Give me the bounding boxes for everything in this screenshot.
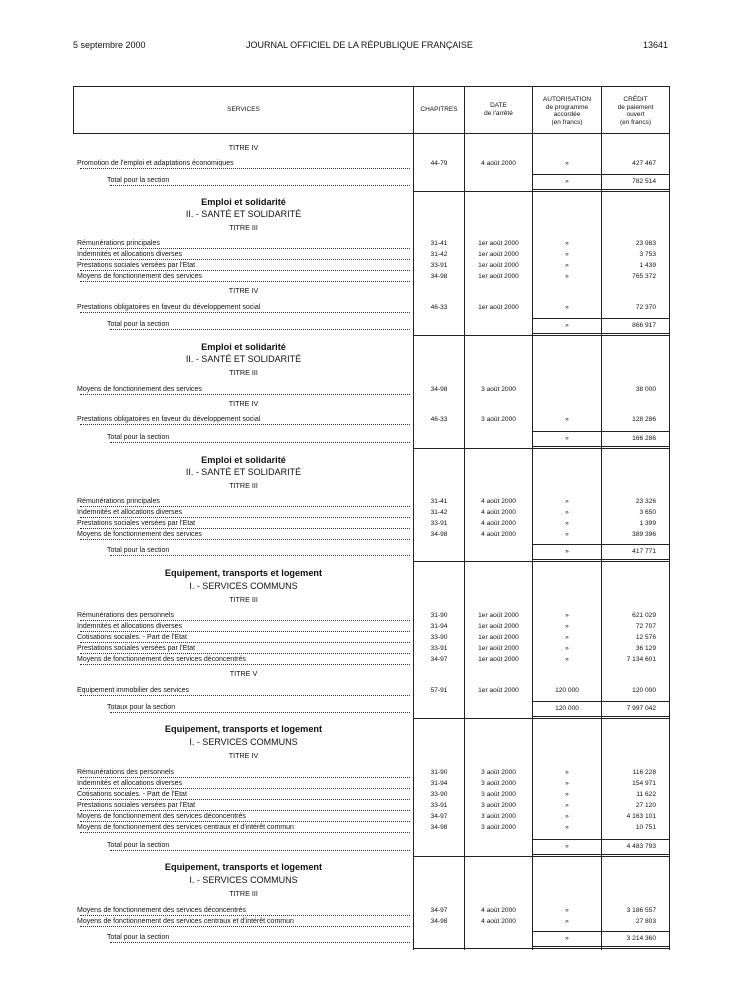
- row-date: 1er août 2000: [478, 304, 519, 311]
- row-credit: 1 399: [639, 520, 656, 527]
- total-autorisation: »: [565, 435, 569, 442]
- leader-dots: [80, 506, 410, 507]
- section-heading: I. - SERVICES COMMUNS: [189, 737, 298, 747]
- section-separator: [413, 718, 532, 719]
- section-heading: I. - SERVICES COMMUNS: [189, 875, 298, 885]
- row-date: 3 août 2000: [481, 386, 516, 393]
- section-heading: II. - SANTÉ ET SOLIDARITÉ: [185, 354, 302, 364]
- row-credit: 27 120: [635, 802, 656, 809]
- col-header-date: DATE de l'arrêté: [484, 102, 513, 117]
- total-rule: [532, 559, 669, 560]
- row-label: Prestations sociales versées par l'Etat: [77, 520, 196, 527]
- total-credit: 866 917: [632, 322, 656, 329]
- row-label: Prestations sociales versées par l'Etat: [77, 802, 196, 809]
- leader-dots: [110, 942, 410, 943]
- section-total-label: Total pour la section: [107, 434, 170, 441]
- total-rule: [532, 561, 669, 562]
- total-rule: [532, 701, 669, 702]
- row-date: 3 août 2000: [481, 802, 516, 809]
- row-chapitre: 31-42: [430, 251, 448, 258]
- row-credit: 12 576: [635, 634, 656, 641]
- row-chapitre: 34-98: [430, 918, 448, 925]
- total-rule: [532, 544, 669, 545]
- row-chapitre: 33-91: [430, 520, 448, 527]
- section-total-label: Totaux pour la section: [107, 704, 176, 711]
- row-autorisation: »: [565, 509, 569, 516]
- leader-dots: [80, 312, 410, 313]
- row-label: Equipement immobilier des services: [77, 687, 190, 694]
- row-credit: 7 134 601: [626, 656, 656, 663]
- leader-dots: [80, 810, 410, 811]
- col-header-chapitres: CHAPITRES: [420, 106, 458, 113]
- row-date: 1er août 2000: [478, 251, 519, 258]
- total-credit: 166 286: [632, 435, 656, 442]
- row-credit: 72 707: [635, 623, 656, 630]
- row-date: 1er août 2000: [478, 612, 519, 619]
- row-credit: 120 000: [632, 687, 656, 694]
- section-separator: [413, 448, 532, 449]
- total-credit: 7 997 042: [626, 705, 656, 712]
- row-autorisation: »: [565, 498, 569, 505]
- row-chapitre: 31-41: [430, 498, 448, 505]
- leader-dots: [80, 528, 410, 529]
- row-autorisation: »: [565, 520, 569, 527]
- row-credit: 3 753: [639, 251, 656, 258]
- row-chapitre: 34-97: [430, 656, 448, 663]
- row-date: 1er août 2000: [478, 273, 519, 280]
- row-label: Moyens de fonctionnement des services centraux et d'intérêt commun: [77, 918, 294, 925]
- section-heading: Emploi et solidarité: [201, 455, 286, 465]
- total-rule: [532, 191, 669, 192]
- row-credit: 154 971: [632, 780, 656, 787]
- section-heading: Emploi et solidarité: [201, 342, 286, 352]
- page-number: 13641: [643, 40, 669, 50]
- section-heading: TITRE III: [229, 368, 258, 377]
- row-date: 4 août 2000: [481, 520, 516, 527]
- row-chapitre: 34-98: [430, 531, 448, 538]
- row-label: Prestations obligatoires en faveur du développement social: [77, 304, 261, 311]
- row-autorisation: »: [565, 160, 569, 167]
- row-autorisation: »: [565, 645, 569, 652]
- leader-dots: [110, 185, 410, 186]
- leader-dots: [80, 653, 410, 654]
- total-autorisation: »: [565, 843, 569, 850]
- total-rule: [532, 948, 669, 949]
- section-total-label: Total pour la section: [107, 177, 170, 184]
- leader-dots: [80, 281, 410, 282]
- row-label: Moyens de fonctionnement des services déconcentrés: [77, 656, 246, 663]
- row-label: Rémunérations principales: [77, 498, 160, 505]
- row-chapitre: 34-97: [430, 907, 448, 914]
- row-autorisation: »: [565, 304, 569, 311]
- row-autorisation: »: [565, 623, 569, 630]
- leader-dots: [80, 517, 410, 518]
- row-chapitre: 46-33: [430, 304, 448, 311]
- row-date: 4 août 2000: [481, 160, 516, 167]
- row-credit: 4 163 101: [626, 813, 656, 820]
- leader-dots: [80, 248, 410, 249]
- row-chapitre: 33-91: [430, 802, 448, 809]
- row-label: Moyens de fonctionnement des services centraux et d'intérêt commun: [77, 824, 294, 831]
- row-chapitre: 33-90: [430, 634, 448, 641]
- leader-dots: [80, 799, 410, 800]
- leader-dots: [80, 259, 410, 260]
- leader-dots: [80, 631, 410, 632]
- leader-dots: [80, 394, 410, 395]
- section-heading: TITRE III: [229, 223, 258, 232]
- total-credit: 417 771: [632, 548, 656, 555]
- total-autorisation: 120 000: [555, 705, 579, 712]
- total-rule: [532, 856, 669, 857]
- row-autorisation: »: [565, 656, 569, 663]
- leader-dots: [80, 695, 410, 696]
- row-credit: 23 983: [635, 240, 656, 247]
- row-credit: 3 186 557: [626, 907, 656, 914]
- col-header-services: SERVICES: [227, 106, 260, 113]
- total-rule: [532, 189, 669, 190]
- section-total-label: Total pour la section: [107, 842, 170, 849]
- row-chapitre: 33-91: [430, 262, 448, 269]
- row-date: 1er août 2000: [478, 240, 519, 247]
- total-rule: [532, 335, 669, 336]
- section-heading: I. - SERVICES COMMUNS: [189, 581, 298, 591]
- leader-dots: [110, 329, 410, 330]
- row-autorisation: »: [565, 240, 569, 247]
- section-heading: Equipement, transports et logement: [164, 724, 323, 734]
- row-date: 4 août 2000: [481, 531, 516, 538]
- row-credit: 36 129: [635, 645, 656, 652]
- row-label: Rémunérations des personnels: [77, 612, 174, 619]
- row-chapitre: 33-90: [430, 791, 448, 798]
- total-rule: [532, 839, 669, 840]
- row-label: Moyens de fonctionnement des services: [77, 386, 202, 393]
- row-autorisation: »: [565, 791, 569, 798]
- leader-dots: [80, 664, 410, 665]
- section-heading: Equipement, transports et logement: [164, 862, 323, 872]
- leader-dots: [110, 712, 410, 713]
- row-label: Promotion de l'emploi et adaptations économiques: [77, 160, 234, 167]
- row-date: 1er août 2000: [478, 623, 519, 630]
- total-rule: [532, 854, 669, 855]
- row-autorisation: »: [565, 813, 569, 820]
- total-rule: [532, 333, 669, 334]
- row-credit: 116 228: [632, 769, 656, 776]
- row-credit: 38 000: [635, 386, 656, 393]
- row-label: Moyens de fonctionnement des services: [77, 531, 202, 538]
- row-chapitre: 34-98: [430, 386, 448, 393]
- section-heading: TITRE IV: [228, 399, 259, 408]
- leader-dots: [80, 270, 410, 271]
- section-heading: TITRE III: [229, 481, 258, 490]
- row-credit: 23 326: [635, 498, 656, 505]
- row-credit: 72 370: [635, 304, 656, 311]
- leader-dots: [80, 821, 410, 822]
- row-label: Indemnités et allocations diverses: [77, 251, 183, 258]
- section-total-label: Total pour la section: [107, 934, 170, 941]
- leader-dots: [80, 539, 410, 540]
- row-label: Moyens de fonctionnement des services déconcentrés: [77, 813, 246, 820]
- row-label: Indemnités et allocations diverses: [77, 780, 183, 787]
- row-date: 1er août 2000: [478, 687, 519, 694]
- total-rule: [532, 318, 669, 319]
- row-label: Rémunérations principales: [77, 240, 160, 247]
- row-date: 4 août 2000: [481, 498, 516, 505]
- leader-dots: [80, 915, 410, 916]
- section-separator: [413, 191, 532, 192]
- total-rule: [532, 446, 669, 447]
- row-chapitre: 57-91: [430, 687, 448, 694]
- row-chapitre: 31-41: [430, 240, 448, 247]
- total-rule: [532, 946, 669, 947]
- row-chapitre: 34-97: [430, 813, 448, 820]
- row-autorisation: »: [565, 262, 569, 269]
- section-separator: [413, 948, 532, 949]
- row-autorisation: »: [565, 824, 569, 831]
- section-total-label: Total pour la section: [107, 547, 170, 554]
- row-date: 3 août 2000: [481, 791, 516, 798]
- section-heading: Equipement, transports et logement: [164, 568, 323, 578]
- row-date: 4 août 2000: [481, 907, 516, 914]
- total-autorisation: »: [565, 935, 569, 942]
- leader-dots: [80, 642, 410, 643]
- row-autorisation: »: [565, 612, 569, 619]
- leader-dots: [110, 555, 410, 556]
- total-rule: [532, 718, 669, 719]
- row-autorisation: 120 000: [555, 687, 579, 694]
- row-date: 1er août 2000: [478, 634, 519, 641]
- leader-dots: [80, 424, 410, 425]
- row-label: Prestations obligatoires en faveur du développement social: [77, 416, 261, 423]
- row-label: Cotisations sociales. - Part de l'Etat: [77, 634, 187, 641]
- row-date: 4 août 2000: [481, 509, 516, 516]
- row-label: Rémunérations des personnels: [77, 769, 174, 776]
- row-chapitre: 46-33: [430, 416, 448, 423]
- row-label: Indemnités et allocations diverses: [77, 623, 183, 630]
- row-date: 4 août 2000: [481, 918, 516, 925]
- leader-dots: [110, 442, 410, 443]
- row-autorisation: »: [565, 416, 569, 423]
- section-heading: II. - SANTÉ ET SOLIDARITÉ: [185, 467, 302, 477]
- row-credit: 621 029: [632, 612, 656, 619]
- row-credit: 128 286: [632, 416, 656, 423]
- section-separator: [413, 335, 532, 336]
- leader-dots: [80, 832, 410, 833]
- row-label: Moyens de fonctionnement des services déconcentrés: [77, 907, 246, 914]
- row-credit: 1 439: [639, 262, 656, 269]
- total-credit: 782 514: [632, 178, 656, 185]
- leader-dots: [80, 926, 410, 927]
- total-autorisation: »: [565, 548, 569, 555]
- row-chapitre: 34-98: [430, 273, 448, 280]
- journal-title: JOURNAL OFFICIEL DE LA RÉPUBLIQUE FRANÇAISE: [246, 40, 473, 50]
- row-date: 3 août 2000: [481, 769, 516, 776]
- row-label: Prestations sociales versées par l'Etat: [77, 645, 196, 652]
- row-label: Prestations sociales versées par l'Etat: [77, 262, 196, 269]
- row-credit: 3 650: [639, 509, 656, 516]
- total-rule: [532, 431, 669, 432]
- section-heading: TITRE IV: [228, 286, 259, 295]
- section-heading: II. - SANTÉ ET SOLIDARITÉ: [185, 209, 302, 219]
- row-date: 3 août 2000: [481, 813, 516, 820]
- section-heading: TITRE III: [229, 595, 258, 604]
- total-rule: [532, 448, 669, 449]
- row-chapitre: 31-94: [430, 623, 448, 630]
- row-autorisation: »: [565, 907, 569, 914]
- row-autorisation: »: [565, 769, 569, 776]
- row-chapitre: 44-79: [430, 160, 448, 167]
- section-heading: TITRE V: [229, 669, 258, 678]
- leader-dots: [80, 620, 410, 621]
- row-label: Indemnités et allocations diverses: [77, 509, 183, 516]
- col-header-credit: CRÉDIT de paiement ouvert (en francs): [617, 96, 654, 126]
- total-rule: [532, 716, 669, 717]
- total-autorisation: »: [565, 178, 569, 185]
- row-chapitre: 33-91: [430, 645, 448, 652]
- section-separator: [413, 561, 532, 562]
- total-rule: [532, 174, 669, 175]
- row-autorisation: »: [565, 273, 569, 280]
- row-credit: 765 372: [632, 273, 656, 280]
- row-autorisation: »: [565, 780, 569, 787]
- row-autorisation: »: [565, 802, 569, 809]
- section-heading: TITRE IV: [228, 751, 259, 760]
- total-credit: 3 214 360: [626, 935, 656, 942]
- col-header-autorisation: AUTORISATION de programme accordée (en francs): [542, 96, 592, 126]
- row-chapitre: 31-42: [430, 509, 448, 516]
- total-credit: 4 483 793: [626, 843, 656, 850]
- row-autorisation: »: [565, 531, 569, 538]
- row-chapitre: 31-90: [430, 769, 448, 776]
- total-autorisation: »: [565, 322, 569, 329]
- row-label: Moyens de fonctionnement des services: [77, 273, 202, 280]
- row-chapitre: 34-98: [430, 824, 448, 831]
- row-autorisation: »: [565, 634, 569, 641]
- leader-dots: [80, 777, 410, 778]
- row-autorisation: »: [565, 918, 569, 925]
- row-credit: 389 396: [632, 531, 656, 538]
- section-total-label: Total pour la section: [107, 321, 170, 328]
- section-heading: TITRE III: [229, 889, 258, 898]
- row-chapitre: 31-94: [430, 780, 448, 787]
- leader-dots: [110, 850, 410, 851]
- row-date: 3 août 2000: [481, 824, 516, 831]
- leader-dots: [80, 168, 410, 169]
- row-date: 1er août 2000: [478, 656, 519, 663]
- row-date: 1er août 2000: [478, 262, 519, 269]
- row-credit: 11 622: [636, 791, 656, 798]
- row-credit: 10 751: [635, 824, 656, 831]
- row-credit: 27 803: [635, 918, 656, 925]
- section-separator: [413, 856, 532, 857]
- row-autorisation: »: [565, 251, 569, 258]
- row-date: 3 août 2000: [481, 780, 516, 787]
- section-heading: TITRE IV: [228, 143, 259, 152]
- row-date: 1er août 2000: [478, 645, 519, 652]
- row-chapitre: 31-90: [430, 612, 448, 619]
- row-date: 3 août 2000: [481, 416, 516, 423]
- total-rule: [532, 931, 669, 932]
- row-credit: 427 467: [632, 160, 656, 167]
- leader-dots: [80, 788, 410, 789]
- header-date: 5 septembre 2000: [73, 40, 146, 50]
- row-label: Cotisations sociales. - Part de l'Etat: [77, 791, 187, 798]
- section-heading: Emploi et solidarité: [201, 197, 286, 207]
